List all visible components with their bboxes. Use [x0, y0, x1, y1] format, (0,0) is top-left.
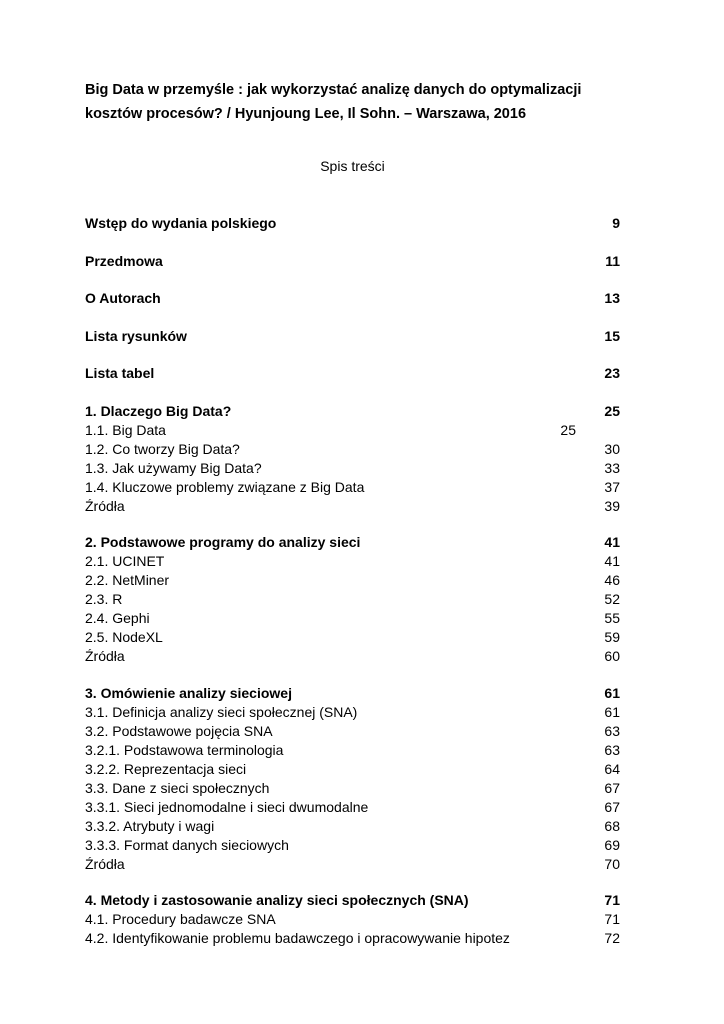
toc-entry-label: 3.3.2. Atrybuty i wagi — [85, 817, 215, 834]
toc-entry-label: 3.1. Definicja analizy sieci społecznej (SNA) — [85, 703, 358, 720]
toc-entry-label: 3.2. Podstawowe pojęcia SNA — [85, 722, 273, 739]
toc-entry-page: 63 — [604, 722, 620, 739]
toc-entry-page: 46 — [604, 572, 620, 588]
toc-entry-page: 59 — [604, 629, 620, 645]
toc-entry-page: 13 — [604, 290, 620, 306]
toc-entry — [85, 779, 620, 798]
toc-entry — [85, 929, 620, 948]
toc-entry — [85, 741, 620, 760]
toc-entry — [85, 421, 620, 440]
toc-entry-page: 61 — [604, 684, 620, 701]
toc-entry-label: Lista tabel — [85, 365, 155, 381]
document-title — [85, 78, 620, 126]
toc-entry-label: 2.5. NodeXL — [85, 629, 163, 645]
toc-entry — [85, 647, 620, 666]
toc-entry-label: Źródła — [85, 648, 125, 664]
toc-entry-label: 2.1. UCINET — [85, 553, 165, 569]
toc-entry-page: 61 — [604, 703, 620, 720]
toc-entry-label: 1.3. Jak używamy Big Data? — [85, 459, 262, 476]
toc-entry — [85, 552, 620, 571]
toc-entry-page: 23 — [604, 365, 620, 381]
toc-entry — [85, 289, 620, 308]
toc-entry-page: 68 — [604, 817, 620, 834]
toc-entry-page: 30 — [604, 440, 620, 457]
toc-entry — [85, 684, 620, 703]
toc-entry — [85, 459, 620, 478]
toc-entry — [85, 910, 620, 929]
toc-entry-page: 37 — [604, 478, 620, 495]
toc-entry-label: 2. Podstawowe programy do analizy sieci — [85, 534, 361, 550]
toc-entry-page: 69 — [604, 836, 620, 853]
toc-heading: Spis treści — [320, 158, 385, 174]
toc-entry-page: 52 — [604, 591, 620, 607]
toc-entry — [85, 571, 620, 590]
toc-entry-label: Wstęp do wydania polskiego — [85, 215, 277, 231]
toc-entry — [85, 590, 620, 609]
toc-entry-page: 67 — [604, 779, 620, 796]
toc-entry-label: 4.2. Identyfikowanie problemu badawczego i opracowywanie hipotez — [85, 930, 510, 946]
toc-entry-label: 4. Metody i zastosowanie analizy sieci społecznych (SNA) — [85, 892, 469, 908]
toc-entry-label: 2.2. NetMiner — [85, 572, 170, 588]
toc-entry-page: 70 — [604, 855, 620, 872]
toc-entry-page: 41 — [604, 534, 620, 550]
toc-entry — [85, 252, 620, 271]
toc-entry — [85, 760, 620, 779]
toc-entry — [85, 478, 620, 497]
toc-entry-page: 71 — [604, 911, 620, 927]
toc-entry-label: 2.3. R — [85, 591, 123, 607]
toc-entry-page: 67 — [604, 798, 620, 815]
toc-entry-label: 3.3.3. Format danych sieciowych — [85, 836, 289, 853]
toc-entry-label: Przedmowa — [85, 252, 163, 269]
toc-entry-label: 3.2.1. Podstawowa terminologia — [85, 741, 284, 758]
toc-entry — [85, 440, 620, 459]
toc-entry — [85, 855, 620, 874]
toc-entry — [85, 497, 620, 516]
document-title-line2: kosztów procesów? / Hyunjoung Lee, Il Sohn. – Warszawa, 2016 — [85, 106, 527, 122]
toc-entry-label: 1.4. Kluczowe problemy związane z Big Data — [85, 478, 365, 495]
toc-entry-label: Źródła — [85, 497, 125, 514]
toc-entry-page: 60 — [604, 648, 620, 664]
toc-entry-label: 2.4. Gephi — [85, 610, 150, 626]
toc-entry-label: 1.2. Co tworzy Big Data? — [85, 440, 240, 457]
toc-entry-page: 55 — [604, 610, 620, 626]
toc-entry-page: 15 — [604, 327, 620, 344]
toc-entry-page: 64 — [604, 760, 620, 777]
document-title-line1: Big Data w przemyśle : jak wykorzystać analizę danych do optymalizacji — [85, 82, 582, 98]
toc-entry — [85, 402, 620, 421]
toc-entry-label: 1.1. Big Data — [85, 421, 166, 438]
toc-entry-label: 3.3.1. Sieci jednomodalne i sieci dwumodalne — [85, 798, 369, 815]
toc-entry — [85, 609, 620, 628]
toc-entry — [85, 214, 620, 233]
toc-entry-page: 71 — [604, 892, 620, 908]
toc-entry-page: 33 — [604, 459, 620, 476]
toc-entry — [85, 836, 620, 855]
toc-entry-page: 39 — [604, 497, 620, 514]
toc-entry-label: O Autorach — [85, 290, 161, 306]
toc-entry-label: 3.2.2. Reprezentacja sieci — [85, 760, 247, 777]
toc-entry-page: 11 — [605, 252, 620, 269]
toc-entry-page: 25 — [560, 421, 576, 438]
toc-entry — [85, 798, 620, 817]
toc-entry — [85, 364, 620, 383]
toc-entry-label: 1. Dlaczego Big Data? — [85, 402, 232, 419]
toc-entry — [85, 628, 620, 647]
toc-entry — [85, 327, 620, 346]
toc-entry — [85, 891, 620, 910]
toc-entry-label: Źródła — [85, 855, 125, 872]
toc-entry-label: 4.1. Procedury badawcze SNA — [85, 911, 276, 927]
toc-entry — [85, 722, 620, 741]
toc-entry-page: 63 — [604, 741, 620, 758]
toc-entry — [85, 703, 620, 722]
toc-entry-page: 25 — [604, 402, 620, 419]
toc-entry-page: 72 — [604, 930, 620, 946]
table-of-contents — [85, 214, 620, 948]
toc-entry — [85, 817, 620, 836]
toc-entry-page: 41 — [604, 553, 620, 569]
toc-entry-page: 9 — [612, 215, 620, 231]
toc-entry-label: 3. Omówienie analizy sieciowej — [85, 684, 292, 701]
toc-entry — [85, 533, 620, 552]
toc-entry-label: 3.3. Dane z sieci społecznych — [85, 779, 270, 796]
toc-entry-label: Lista rysunków — [85, 327, 187, 344]
